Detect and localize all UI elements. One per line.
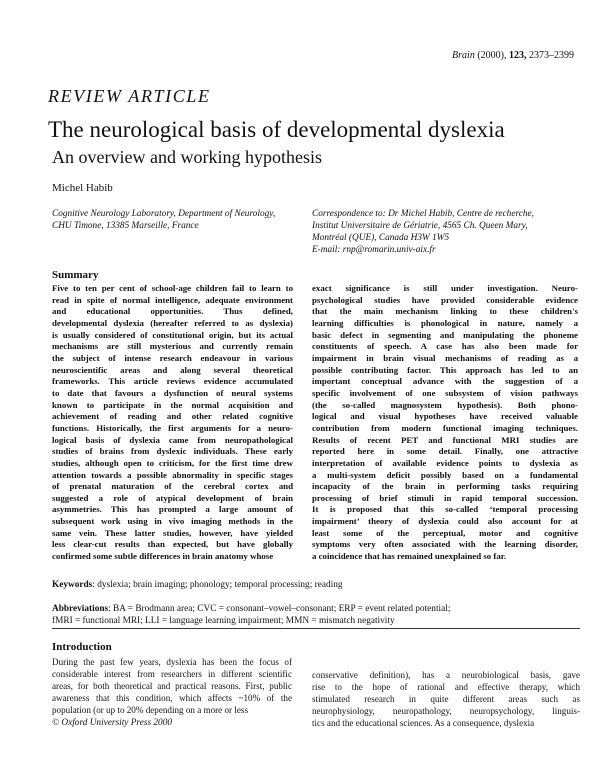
summary-line: is usually considered of constitutional origin, but its actual bbox=[52, 329, 293, 340]
summary-line: asymmetries. This has prompted a large amount of bbox=[52, 504, 293, 515]
summary-line: specific involvement of one subsystem of vision pathways bbox=[312, 387, 578, 398]
summary-line: psychological studies have provided considerable evidence bbox=[312, 294, 578, 305]
keywords-label: Keywords bbox=[52, 580, 93, 590]
body-line: stimulated research in quite different areas such as bbox=[312, 694, 580, 704]
affiliation-line: Cognitive Neurology Laboratory, Department of Neurology, bbox=[52, 209, 276, 219]
summary-line: frameworks. This article reviews evidence accumulated bbox=[52, 376, 293, 387]
summary-line: studies of brains from dyslexic individuals. These early bbox=[52, 446, 293, 457]
correspondence-line: Montréal (QUE), Canada H3W 1W5 bbox=[312, 233, 450, 243]
journal-year: (2000), bbox=[477, 50, 507, 61]
keywords-text: : dyslexia; brain imaging; phonology; temporal processing; reading bbox=[92, 580, 343, 590]
summary-line: read in spite of normal intelligence, adequate environment bbox=[52, 294, 293, 305]
body-line: conservative definition), has a neurobiological basis, gave bbox=[312, 670, 580, 680]
summary-line: the subject of intense research endeavour in various bbox=[52, 352, 293, 363]
journal-name: Brain bbox=[452, 50, 475, 61]
summary-line: suggested a role of atypical development of brain bbox=[52, 492, 293, 503]
summary-line: studies, although open to criticism, for the first time drew bbox=[52, 457, 293, 468]
summary-line: exact significance is still under investigation. Neuro- bbox=[312, 283, 578, 293]
summary-line: developmental dyslexia (hereafter referred to as dyslexia) bbox=[52, 317, 293, 328]
body-line: awareness that this condition, which affects ~10% of the bbox=[52, 693, 292, 703]
introduction-left-column bbox=[52, 656, 292, 716]
affiliation bbox=[52, 208, 317, 232]
summary-line: neuroscientific areas and along several theoretical bbox=[52, 364, 293, 375]
summary-left-column bbox=[52, 283, 293, 563]
summary-line: It is proposed that this so-called ‘temporal processing bbox=[312, 504, 578, 515]
page-subtitle: An overview and working hypothesis bbox=[52, 147, 322, 167]
section-label: REVIEW ARTICLE bbox=[48, 86, 211, 106]
summary-line: logical and visual hypotheses have received valuable bbox=[312, 411, 578, 422]
summary-line: least some of the perceptual, motor and cognitive bbox=[312, 527, 578, 538]
summary-line: confirmed some subtle differences in brain anatomy whose bbox=[52, 551, 274, 562]
body-line: rise to the hope of rational and effective therapy, which bbox=[312, 682, 580, 692]
summary-line: reported here in some detail. Finally, one attractive bbox=[312, 446, 578, 457]
summary-line: a multi-system deficit possibly based on a fundamental bbox=[312, 469, 578, 480]
summary-line: incapacity of the brain in performing tasks requiring bbox=[312, 481, 578, 492]
summary-heading: Summary bbox=[52, 269, 99, 281]
introduction-right-column bbox=[312, 669, 580, 729]
summary-line: impairment’ theory of dyslexia could also account for at bbox=[312, 516, 578, 527]
summary-line: (the so-called magnosystem hypothesis). Both phono- bbox=[312, 399, 578, 410]
correspondence-line: Correspondence to: Dr Michel Habib, Centre de recherche, bbox=[312, 209, 534, 219]
abbreviations-label: Abbreviations bbox=[52, 604, 109, 614]
journal-volume: 123, bbox=[509, 50, 527, 61]
journal-reference bbox=[452, 50, 574, 61]
summary-line: mechanisms are still mysterious and currently remain bbox=[52, 341, 293, 352]
body-line: neurophysiology, neuropathology, neuropsychology, linguis- bbox=[312, 706, 580, 716]
summary-line: learning difficulties is phonological in nature, namely a bbox=[312, 317, 578, 328]
body-line: tics and the educational sciences. As a consequence, dyslexia bbox=[312, 718, 535, 728]
summary-line: achievement of reading and other related cognitive bbox=[52, 411, 293, 422]
correspondence-line: Institut Universitaire de Gériatrie, 4565 Ch. Queen Mary, bbox=[312, 221, 528, 231]
summary-line: Five to ten per cent of school-age children fail to learn to bbox=[52, 283, 293, 293]
abbreviations-line: : BA = Brodmann area; CVC = consonant–vowel–consonant; ERP = event related potential; bbox=[108, 604, 451, 614]
summary-line: constituents of speech. A case has also been made for bbox=[312, 341, 578, 352]
summary-line: Results of recent PET and functional MRI studies are bbox=[312, 434, 578, 445]
summary-line: interpretation of available evidence points to dyslexia as bbox=[312, 457, 578, 468]
summary-right-column bbox=[312, 283, 578, 563]
correspondence-email[interactable]: E-mail: rnp@romarin.univ-aix.fr bbox=[312, 245, 436, 255]
summary-line: logical basis of dyslexia came from neuropathological bbox=[52, 434, 293, 445]
summary-line: impairment in brain visual mechanisms of reading as a bbox=[312, 352, 578, 363]
summary-line: symptoms very often associated with the learning disorder, bbox=[312, 539, 578, 550]
body-line: considerable interest from researchers in different scientific bbox=[52, 669, 292, 679]
summary-line: attention towards a possible abnormality in specific stages bbox=[52, 469, 293, 480]
summary-line: same vein. These latter studies, however, have yielded bbox=[52, 527, 293, 538]
body-line: During the past few years, dyslexia has been the focus of bbox=[52, 657, 292, 667]
summary-line: possible contributing factor. This approach has led to an bbox=[312, 364, 578, 375]
copyright-notice: © Oxford University Press 2000 bbox=[52, 718, 172, 728]
journal-pages: 2373–2399 bbox=[529, 50, 574, 61]
body-line: population (or up to 20% depending on a more or less bbox=[52, 705, 248, 715]
summary-line: functions. Historically, the first arguments for a neuro- bbox=[52, 422, 293, 433]
summary-line: a coincidence that has remained unexplained so far. bbox=[312, 551, 507, 562]
summary-line: important conceptual advance with the suggestion of a bbox=[312, 376, 578, 387]
abbreviations-line: fMRI = functional MRI; LLI = language learning impairment; MMN = mismatch negativity bbox=[52, 616, 395, 626]
summary-line: that the main mechanism linking to these children's bbox=[312, 306, 578, 317]
keywords bbox=[52, 580, 343, 590]
summary-line: subsequent work using in vivo imaging methods in the bbox=[52, 516, 293, 527]
section-divider bbox=[52, 628, 580, 629]
summary-line: and educational opportunities. Thus defined, bbox=[52, 306, 293, 317]
summary-line: known to participate in the normal acquisition and bbox=[52, 399, 293, 410]
summary-line: less clear-cut results than expected, but have globally bbox=[52, 539, 293, 550]
summary-line: to date that favours a dysfunction of neural systems bbox=[52, 387, 293, 398]
abbreviations bbox=[52, 603, 580, 627]
summary-line: of prenatal maturation of the cerebral cortex and bbox=[52, 481, 293, 492]
introduction-heading: Introduction bbox=[52, 641, 112, 653]
correspondence bbox=[312, 208, 577, 256]
page-title: The neurological basis of developmental dyslexia bbox=[48, 117, 505, 142]
author-name: Michel Habib bbox=[52, 182, 113, 194]
summary-line: processing of brief stimuli in rapid temporal succession. bbox=[312, 492, 578, 503]
summary-line: basic defect in segmenting and manipulating the phoneme bbox=[312, 329, 578, 340]
body-line: areas, for both theoretical and practical reasons. First, public bbox=[52, 681, 292, 691]
affiliation-line: CHU Timone, 13385 Marseille, France bbox=[52, 221, 199, 231]
summary-line: contribution from modern functional imaging techniques. bbox=[312, 422, 578, 433]
